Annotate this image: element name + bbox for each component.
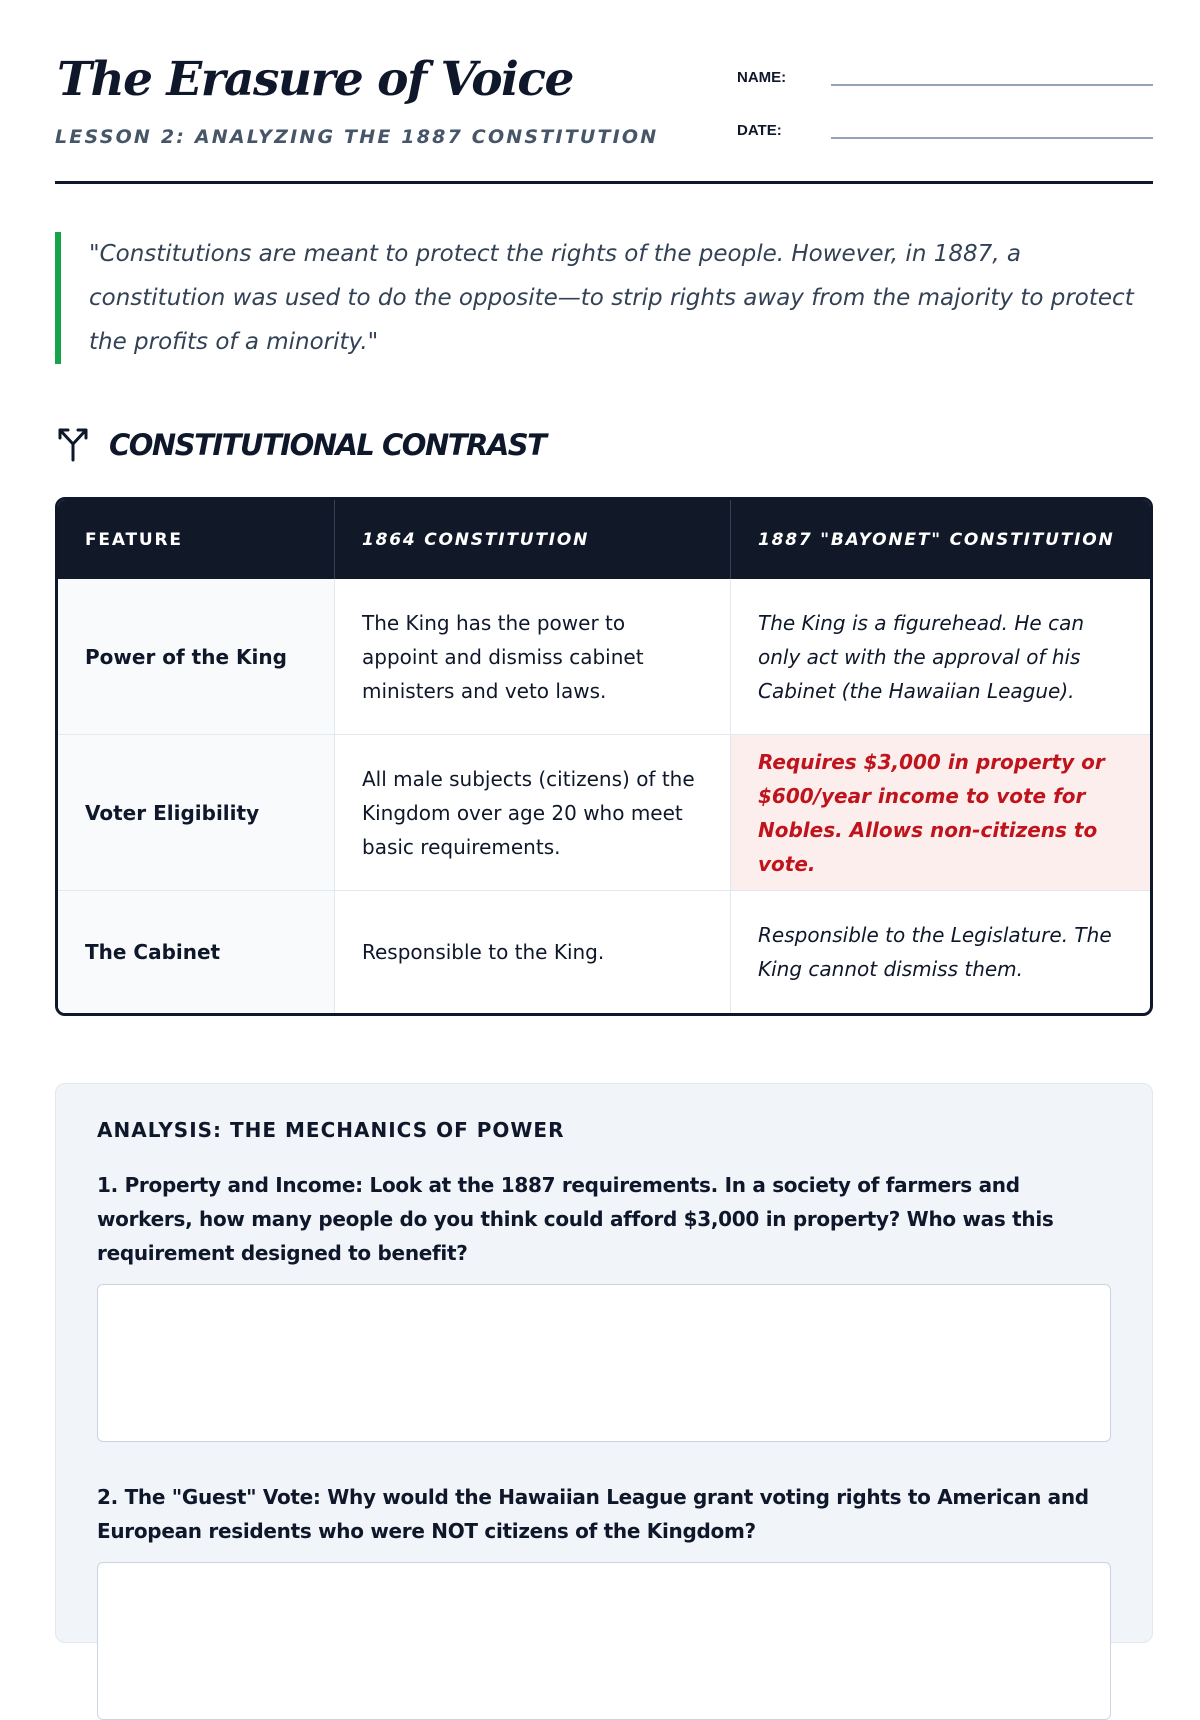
header-divider (55, 181, 1153, 184)
feature-cell: Power of the King (58, 579, 335, 735)
section-title: CONSTITUTIONAL CONTRAST (109, 428, 546, 462)
date-field (737, 117, 1153, 139)
cell-1864: All male subjects (citizens) of the Kingdom over age 20 who meet basic requirements. (335, 735, 731, 891)
cell-1887-highlighted: Requires $3,000 in property or $600/year income to vote for Nobles. Allows non-citizens to vote. (731, 735, 1150, 891)
split-arrows-icon (55, 424, 91, 466)
date-input-line[interactable] (831, 117, 1153, 139)
table-row (58, 579, 1150, 735)
name-field (737, 64, 1153, 86)
answer-box-2[interactable] (97, 1562, 1111, 1720)
constitution-comparison-table (55, 497, 1153, 1016)
header-1887: 1887 "BAYONET" CONSTITUTION (731, 500, 1150, 579)
cell-1887: Responsible to the Legislature. The King cannot dismiss them. (758, 923, 1112, 981)
cell-1887: The King is a figurehead. He can only act with the approval of his Cabinet (the Hawaiian League). (731, 579, 1150, 735)
worksheet-title: The Erasure of Voice (57, 52, 573, 107)
header-feature: FEATURE (58, 500, 335, 579)
section-heading (55, 424, 545, 466)
answer-box-1[interactable] (97, 1284, 1111, 1442)
question-2: 2. The "Guest" Vote: Why would the Hawaiian League grant voting rights to American and European residents who were NOT citizens of the Kingdom? (97, 1485, 1089, 1543)
feature-cell: The Cabinet (58, 891, 335, 1013)
header-1864: 1864 CONSTITUTION (335, 500, 731, 579)
name-input-line[interactable] (831, 64, 1153, 86)
date-label: DATE: (737, 122, 782, 139)
analysis-section (55, 1083, 1153, 1643)
feature-cell: Voter Eligibility (58, 735, 335, 891)
intro-quote: "Constitutions are meant to protect the rights of the people. However, in 1887, a constitution was used to do the opposite—to strip rights away from the majority to protect the profits of a minority." (55, 232, 1153, 364)
table-row (58, 891, 1150, 1013)
table-row (58, 735, 1150, 891)
cell-1864: Responsible to the King. (335, 891, 731, 1013)
lesson-subtitle: LESSON 2: ANALYZING THE 1887 CONSTITUTION (55, 126, 659, 148)
name-label: NAME: (737, 69, 787, 86)
cell-1864: The King has the power to appoint and dismiss cabinet ministers and veto laws. (335, 579, 731, 735)
table-header-row (58, 500, 1150, 579)
analysis-title: ANALYSIS: THE MECHANICS OF POWER (97, 1118, 565, 1142)
question-1: 1. Property and Income: Look at the 1887 requirements. In a society of farmers and workers, how many people do you think could afford $3,000 in property? Who was this requirement designed to benefit? (97, 1173, 1054, 1265)
